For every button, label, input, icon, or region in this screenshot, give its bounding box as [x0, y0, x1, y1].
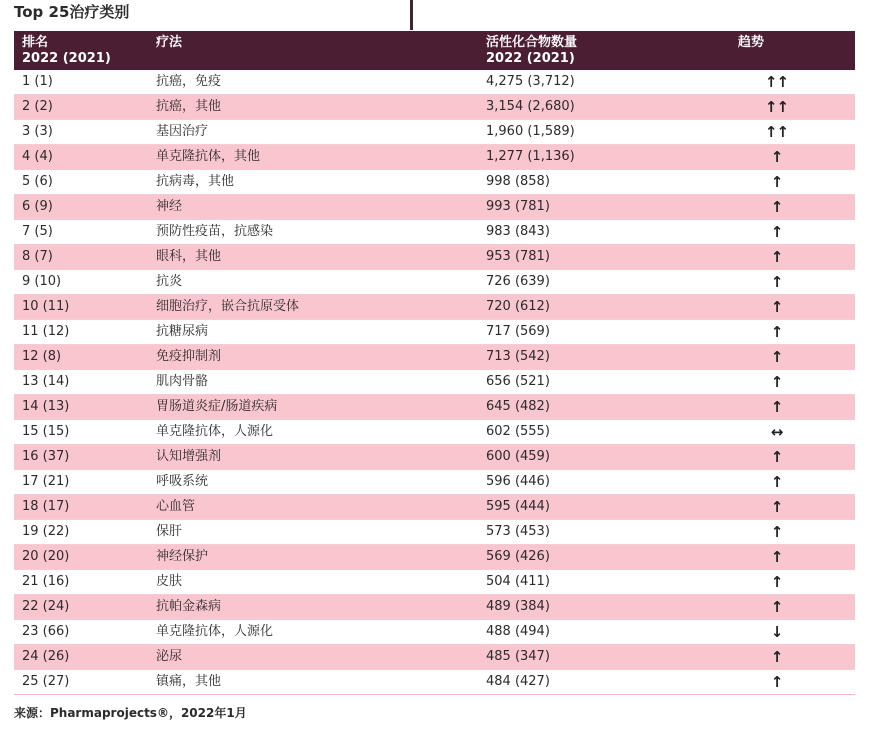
trend-arrow-icon: ↑ [698, 445, 855, 470]
table-row [14, 620, 855, 645]
trend-arrow-icon: ↑ [698, 545, 855, 570]
table-row [14, 345, 855, 370]
count-cell: 4,275 (3,712) [478, 70, 698, 95]
therapy-cell: 抗糖尿病 [148, 320, 478, 345]
count-cell: 993 (781) [478, 195, 698, 220]
therapy-cell: 认知增强剂 [148, 445, 478, 470]
rank-header-line2: 2022 (2021) [22, 51, 111, 66]
trend-arrow-icon: ↑↑ [698, 70, 855, 95]
table-row [14, 220, 855, 245]
therapy-cell: 单克隆抗体，其他 [148, 145, 478, 170]
therapy-cell: 基因治疗 [148, 120, 478, 145]
trend-arrow-icon: ↔ [698, 420, 855, 445]
count-cell: 602 (555) [478, 420, 698, 445]
rank-cell: 19 (22) [14, 520, 148, 545]
table-row [14, 420, 855, 445]
table-row [14, 595, 855, 620]
table-row [14, 295, 855, 320]
trend-arrow-icon: ↑ [698, 495, 855, 520]
count-cell: 488 (494) [478, 620, 698, 645]
rank-cell: 13 (14) [14, 370, 148, 395]
trend-arrow-icon: ↑↑ [698, 95, 855, 120]
therapy-cell: 细胞治疗，嵌合抗原受体 [148, 295, 478, 320]
count-cell: 953 (781) [478, 245, 698, 270]
therapy-cell: 镇痛，其他 [148, 670, 478, 695]
rank-cell: 16 (37) [14, 445, 148, 470]
table-row [14, 370, 855, 395]
count-cell: 726 (639) [478, 270, 698, 295]
count-cell: 1,960 (1,589) [478, 120, 698, 145]
count-cell: 600 (459) [478, 445, 698, 470]
trend-arrow-icon: ↑ [698, 645, 855, 670]
table-row [14, 645, 855, 670]
rank-cell: 3 (3) [14, 120, 148, 145]
table-row [14, 570, 855, 595]
therapy-cell: 肌肉骨骼 [148, 370, 478, 395]
count-cell: 645 (482) [478, 395, 698, 420]
count-cell: 573 (453) [478, 520, 698, 545]
rank-cell: 24 (26) [14, 645, 148, 670]
trend-column-header: 趋势 [698, 31, 855, 70]
trend-arrow-icon: ↑ [698, 570, 855, 595]
therapy-cell: 呼吸系统 [148, 470, 478, 495]
therapy-cell: 神经 [148, 195, 478, 220]
count-header-line1: 活性化合物数量 [486, 35, 578, 50]
rank-cell: 17 (21) [14, 470, 148, 495]
table-row [14, 95, 855, 120]
trend-arrow-icon: ↑ [698, 520, 855, 545]
rank-cell: 5 (6) [14, 170, 148, 195]
rank-cell: 15 (15) [14, 420, 148, 445]
rank-cell: 20 (20) [14, 545, 148, 570]
count-cell: 656 (521) [478, 370, 698, 395]
count-cell: 569 (426) [478, 545, 698, 570]
table-row [14, 545, 855, 570]
table-row [14, 445, 855, 470]
therapy-cell: 皮肤 [148, 570, 478, 595]
table-row [14, 320, 855, 345]
rank-cell: 7 (5) [14, 220, 148, 245]
count-cell: 485 (347) [478, 645, 698, 670]
ranking-table [14, 31, 855, 695]
rank-cell: 21 (16) [14, 570, 148, 595]
trend-arrow-icon: ↑ [698, 470, 855, 495]
trend-arrow-icon: ↑ [698, 670, 855, 695]
count-cell: 720 (612) [478, 295, 698, 320]
trend-arrow-icon: ↑↑ [698, 120, 855, 145]
source-note: 来源：Pharmaprojects®，2022年1月 [14, 706, 247, 720]
rank-cell: 4 (4) [14, 145, 148, 170]
therapy-cell: 抗病毒，其他 [148, 170, 478, 195]
rank-cell: 10 (11) [14, 295, 148, 320]
count-cell: 489 (384) [478, 595, 698, 620]
bottom-rule [14, 694, 855, 695]
count-cell: 998 (858) [478, 170, 698, 195]
table-row [14, 670, 855, 695]
trend-arrow-icon: ↓ [698, 620, 855, 645]
table-row [14, 195, 855, 220]
rank-cell: 2 (2) [14, 95, 148, 120]
table-row [14, 170, 855, 195]
rank-cell: 8 (7) [14, 245, 148, 270]
table-row [14, 470, 855, 495]
therapy-cell: 抗癌，其他 [148, 95, 478, 120]
rank-cell: 23 (66) [14, 620, 148, 645]
table-row [14, 245, 855, 270]
rank-cell: 9 (10) [14, 270, 148, 295]
count-cell: 717 (569) [478, 320, 698, 345]
count-cell: 3,154 (2,680) [478, 95, 698, 120]
rank-cell: 25 (27) [14, 670, 148, 695]
table-row [14, 520, 855, 545]
trend-arrow-icon: ↑ [698, 370, 855, 395]
count-cell: 484 (427) [478, 670, 698, 695]
rank-cell: 14 (13) [14, 395, 148, 420]
therapy-cell: 抗炎 [148, 270, 478, 295]
table-header-row [14, 31, 855, 70]
table-row [14, 495, 855, 520]
therapy-cell: 泌尿 [148, 645, 478, 670]
therapy-cell: 神经保护 [148, 545, 478, 570]
therapy-cell: 心血管 [148, 495, 478, 520]
rank-cell: 12 (8) [14, 345, 148, 370]
trend-arrow-icon: ↑ [698, 395, 855, 420]
trend-arrow-icon: ↑ [698, 220, 855, 245]
trend-arrow-icon: ↑ [698, 320, 855, 345]
therapy-cell: 眼科，其他 [148, 245, 478, 270]
trend-arrow-icon: ↑ [698, 195, 855, 220]
rank-cell: 1 (1) [14, 70, 148, 95]
rank-cell: 22 (24) [14, 595, 148, 620]
rank-cell: 11 (12) [14, 320, 148, 345]
count-cell: 713 (542) [478, 345, 698, 370]
trend-arrow-icon: ↑ [698, 170, 855, 195]
page-title: Top 25治疗类别 [14, 3, 130, 21]
therapy-cell: 单克隆抗体，人源化 [148, 420, 478, 445]
rank-column-header [14, 31, 148, 70]
table-row [14, 70, 855, 95]
therapy-cell: 单克隆抗体，人源化 [148, 620, 478, 645]
count-cell: 595 (444) [478, 495, 698, 520]
table-body [14, 70, 855, 695]
count-header-line2: 2022 (2021) [486, 51, 575, 66]
rank-cell: 6 (9) [14, 195, 148, 220]
count-cell: 983 (843) [478, 220, 698, 245]
count-cell: 596 (446) [478, 470, 698, 495]
trend-arrow-icon: ↑ [698, 295, 855, 320]
therapy-cell: 抗癌，免疫 [148, 70, 478, 95]
therapy-column-header: 疗法 [148, 31, 478, 70]
trend-arrow-icon: ↑ [698, 245, 855, 270]
therapy-cell: 预防性疫苗，抗感染 [148, 220, 478, 245]
rank-cell: 18 (17) [14, 495, 148, 520]
count-cell: 504 (411) [478, 570, 698, 595]
table-row [14, 145, 855, 170]
therapy-cell: 免疫抑制剂 [148, 345, 478, 370]
trend-arrow-icon: ↑ [698, 345, 855, 370]
table-row [14, 120, 855, 145]
therapy-cell: 保肝 [148, 520, 478, 545]
count-cell: 1,277 (1,136) [478, 145, 698, 170]
trend-arrow-icon: ↑ [698, 145, 855, 170]
rank-header-line1: 排名 [22, 35, 49, 50]
therapy-cell: 胃肠道炎症/肠道疾病 [148, 395, 478, 420]
count-column-header [478, 31, 698, 70]
table-row [14, 270, 855, 295]
divider-line [410, 0, 413, 30]
trend-arrow-icon: ↑ [698, 270, 855, 295]
therapy-cell: 抗帕金森病 [148, 595, 478, 620]
table-row [14, 395, 855, 420]
trend-arrow-icon: ↑ [698, 595, 855, 620]
